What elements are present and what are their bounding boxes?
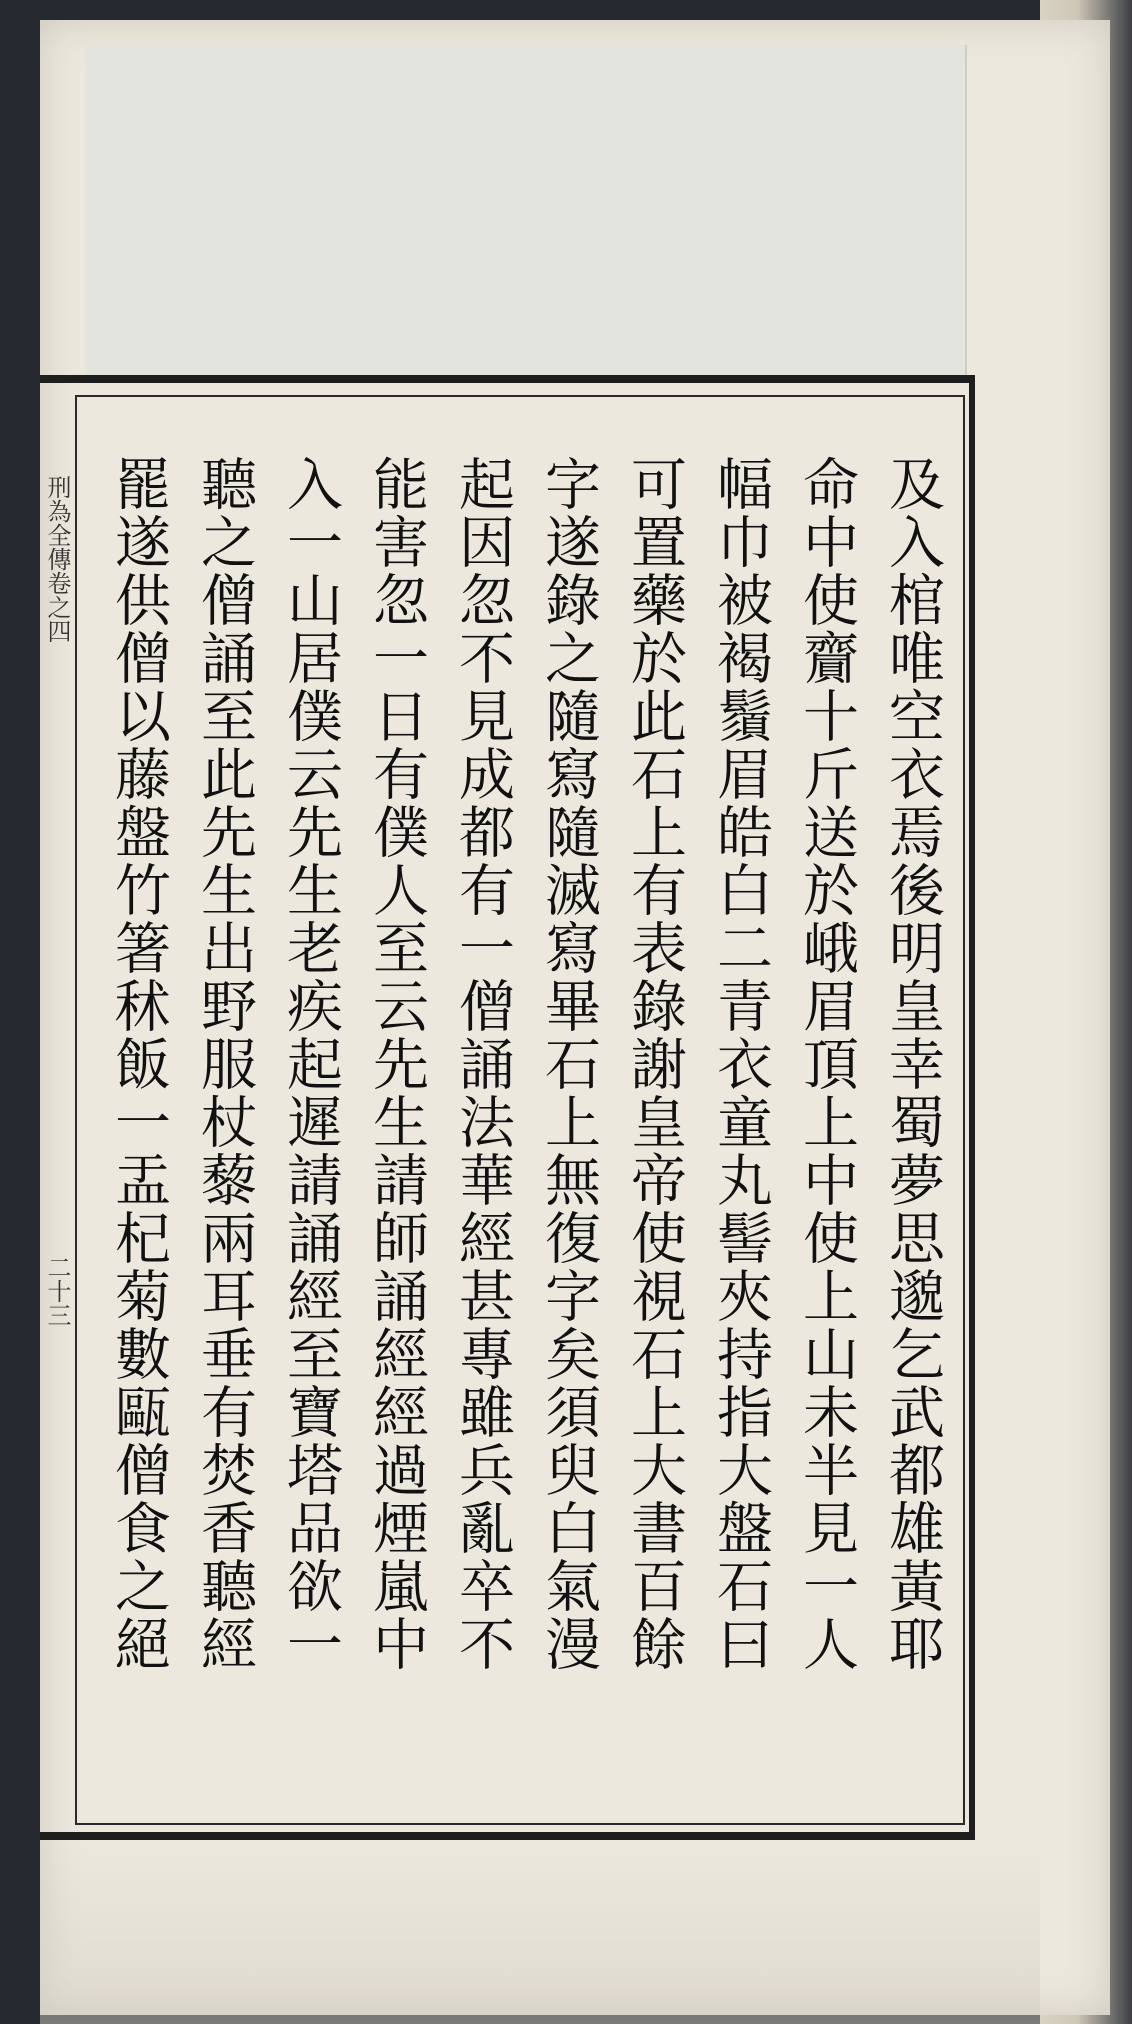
text-line-8: 入一山居僕云先生老疾起遲請誦經至寶塔品欲一 [278, 455, 343, 1673]
fold-page-number: 二十三 [43, 1255, 71, 1327]
text-line-7: 能害忽一日有僕人至云先生請師誦經經過煙嵐中 [364, 455, 429, 1673]
text-line-2: 命中使齎十斤送於峨眉頂上中使上山未半見一人 [794, 455, 859, 1673]
text-line-3: 幅巾被褐鬚眉皓白二青衣童丸髻夾持指大盤石曰 [708, 455, 773, 1673]
text-line-4: 可置藥於此石上有表錄謝皇帝使視石上大書百餘 [622, 455, 687, 1673]
text-line-1: 及入棺唯空衣焉後明皇幸蜀夢思邈乞武都雄黃耶 [880, 455, 945, 1673]
main-text-block [85, 455, 955, 1815]
fold-title: 刑為全傳卷之四 [43, 475, 71, 643]
text-line-6: 起因忽不見成都有一僧誦法華經甚專雖兵亂卒不 [450, 455, 515, 1673]
page-bottom-shading [40, 1840, 1040, 2024]
fold-margin-column [40, 395, 76, 1825]
pasted-paper-slip [85, 45, 967, 377]
text-line-9: 聽之僧誦至此先生出野服杖藜兩耳垂有焚香聽經 [192, 455, 257, 1673]
text-line-11 [85, 455, 95, 1815]
text-line-10: 罷遂供僧以藤盤竹箸秫飯一盂杞菊數甌僧食之絕 [106, 455, 171, 1673]
text-line-5: 字遂錄之隨寫隨滅寫畢石上無復字矣須臾白氣漫 [536, 455, 601, 1673]
